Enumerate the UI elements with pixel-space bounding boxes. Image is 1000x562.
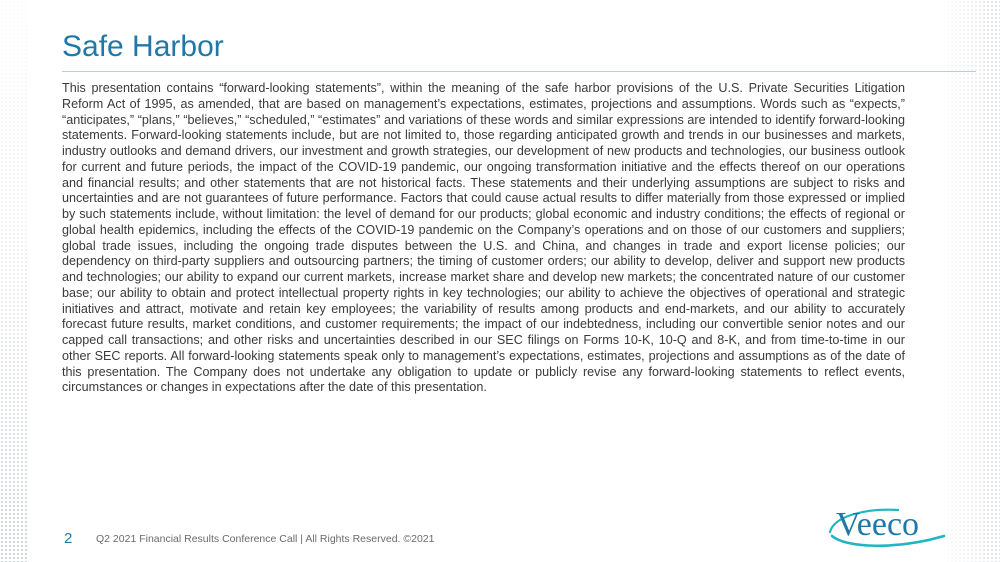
page-number: 2 bbox=[64, 530, 73, 547]
slide-title: Safe Harbor bbox=[62, 30, 224, 63]
footer-text: Q2 2021 Financial Results Conference Call | All Rights Reserved. ©2021 bbox=[96, 533, 435, 545]
safe-harbor-body: This presentation contains “forward-looking statements”, within the meaning of the safe harbor provisions of the U.S. Private Securities Litigation Reform Act of 1995, as amended, that are based on management’s expectations, estimates, projections and assumptions. Words such as “expects,” “anticipates,” “plans,” “believes,” “scheduled,” “estimates” and variations of these words and similar expressions are intended to identify forward-looking statements. Forward-looking statements include, but are not limited to, those regarding anticipated growth and trends in our businesses and markets, industry outlooks and demand drivers, our investment and growth strategies, our development of new products and technologies, our business outlook for current and future periods, the impact of the COVID-19 pandemic, our ongoing transformation initiative and the effects thereof on our operations and financial results; and other statements that are not historical facts. These statements and their underlying assumptions are subject to risks and uncertainties and are not guarantees of future performance. Factors that could cause actual results to differ materially from those expressed or implied by such statements include, without limitation: the level of demand for our products; global economic and industry conditions; the effects of regional or global health epidemics, including the effects of the COVID-19 pandemic on the Company’s operations and on those of our customers and suppliers; global trade issues, including the ongoing trade disputes between the U.S. and China, and changes in trade and export license policies; our dependency on third-party suppliers and outsourcing partners; the timing of customer orders; our ability to develop, deliver and support new products and technologies; our ability to expand our current markets, increase market share and develop new markets; the concentrated nature of our customer base; our ability to obtain and protect intellectual property rights in key technologies; our ability to achieve the objectives of operational and strategic initiatives and attract, motivate and retain key employees; the variability of results among products and end-markets, and our ability to accurately forecast future results, market conditions, and customer requirements; the impact of our indebtedness, including our convertible senior notes and our capped call transactions; and other risks and uncertainties described in our SEC filings on Forms 10-K, 10-Q and 8-K, and from time-to-time in our other SEC reports. All forward-looking statements speak only to management’s expectations, estimates, projections and assumptions as of the date of this presentation. The Company does not undertake any obligation to update or publicly revise any forward-looking statements to reflect events, circumstances or changes in expectations after the date of this presentation. bbox=[62, 81, 905, 395]
right-dot-pattern bbox=[942, 0, 1000, 562]
title-divider bbox=[62, 71, 976, 72]
logo-wordmark: Veeco bbox=[836, 506, 920, 543]
left-dot-pattern bbox=[0, 0, 28, 562]
veeco-logo bbox=[826, 502, 952, 554]
